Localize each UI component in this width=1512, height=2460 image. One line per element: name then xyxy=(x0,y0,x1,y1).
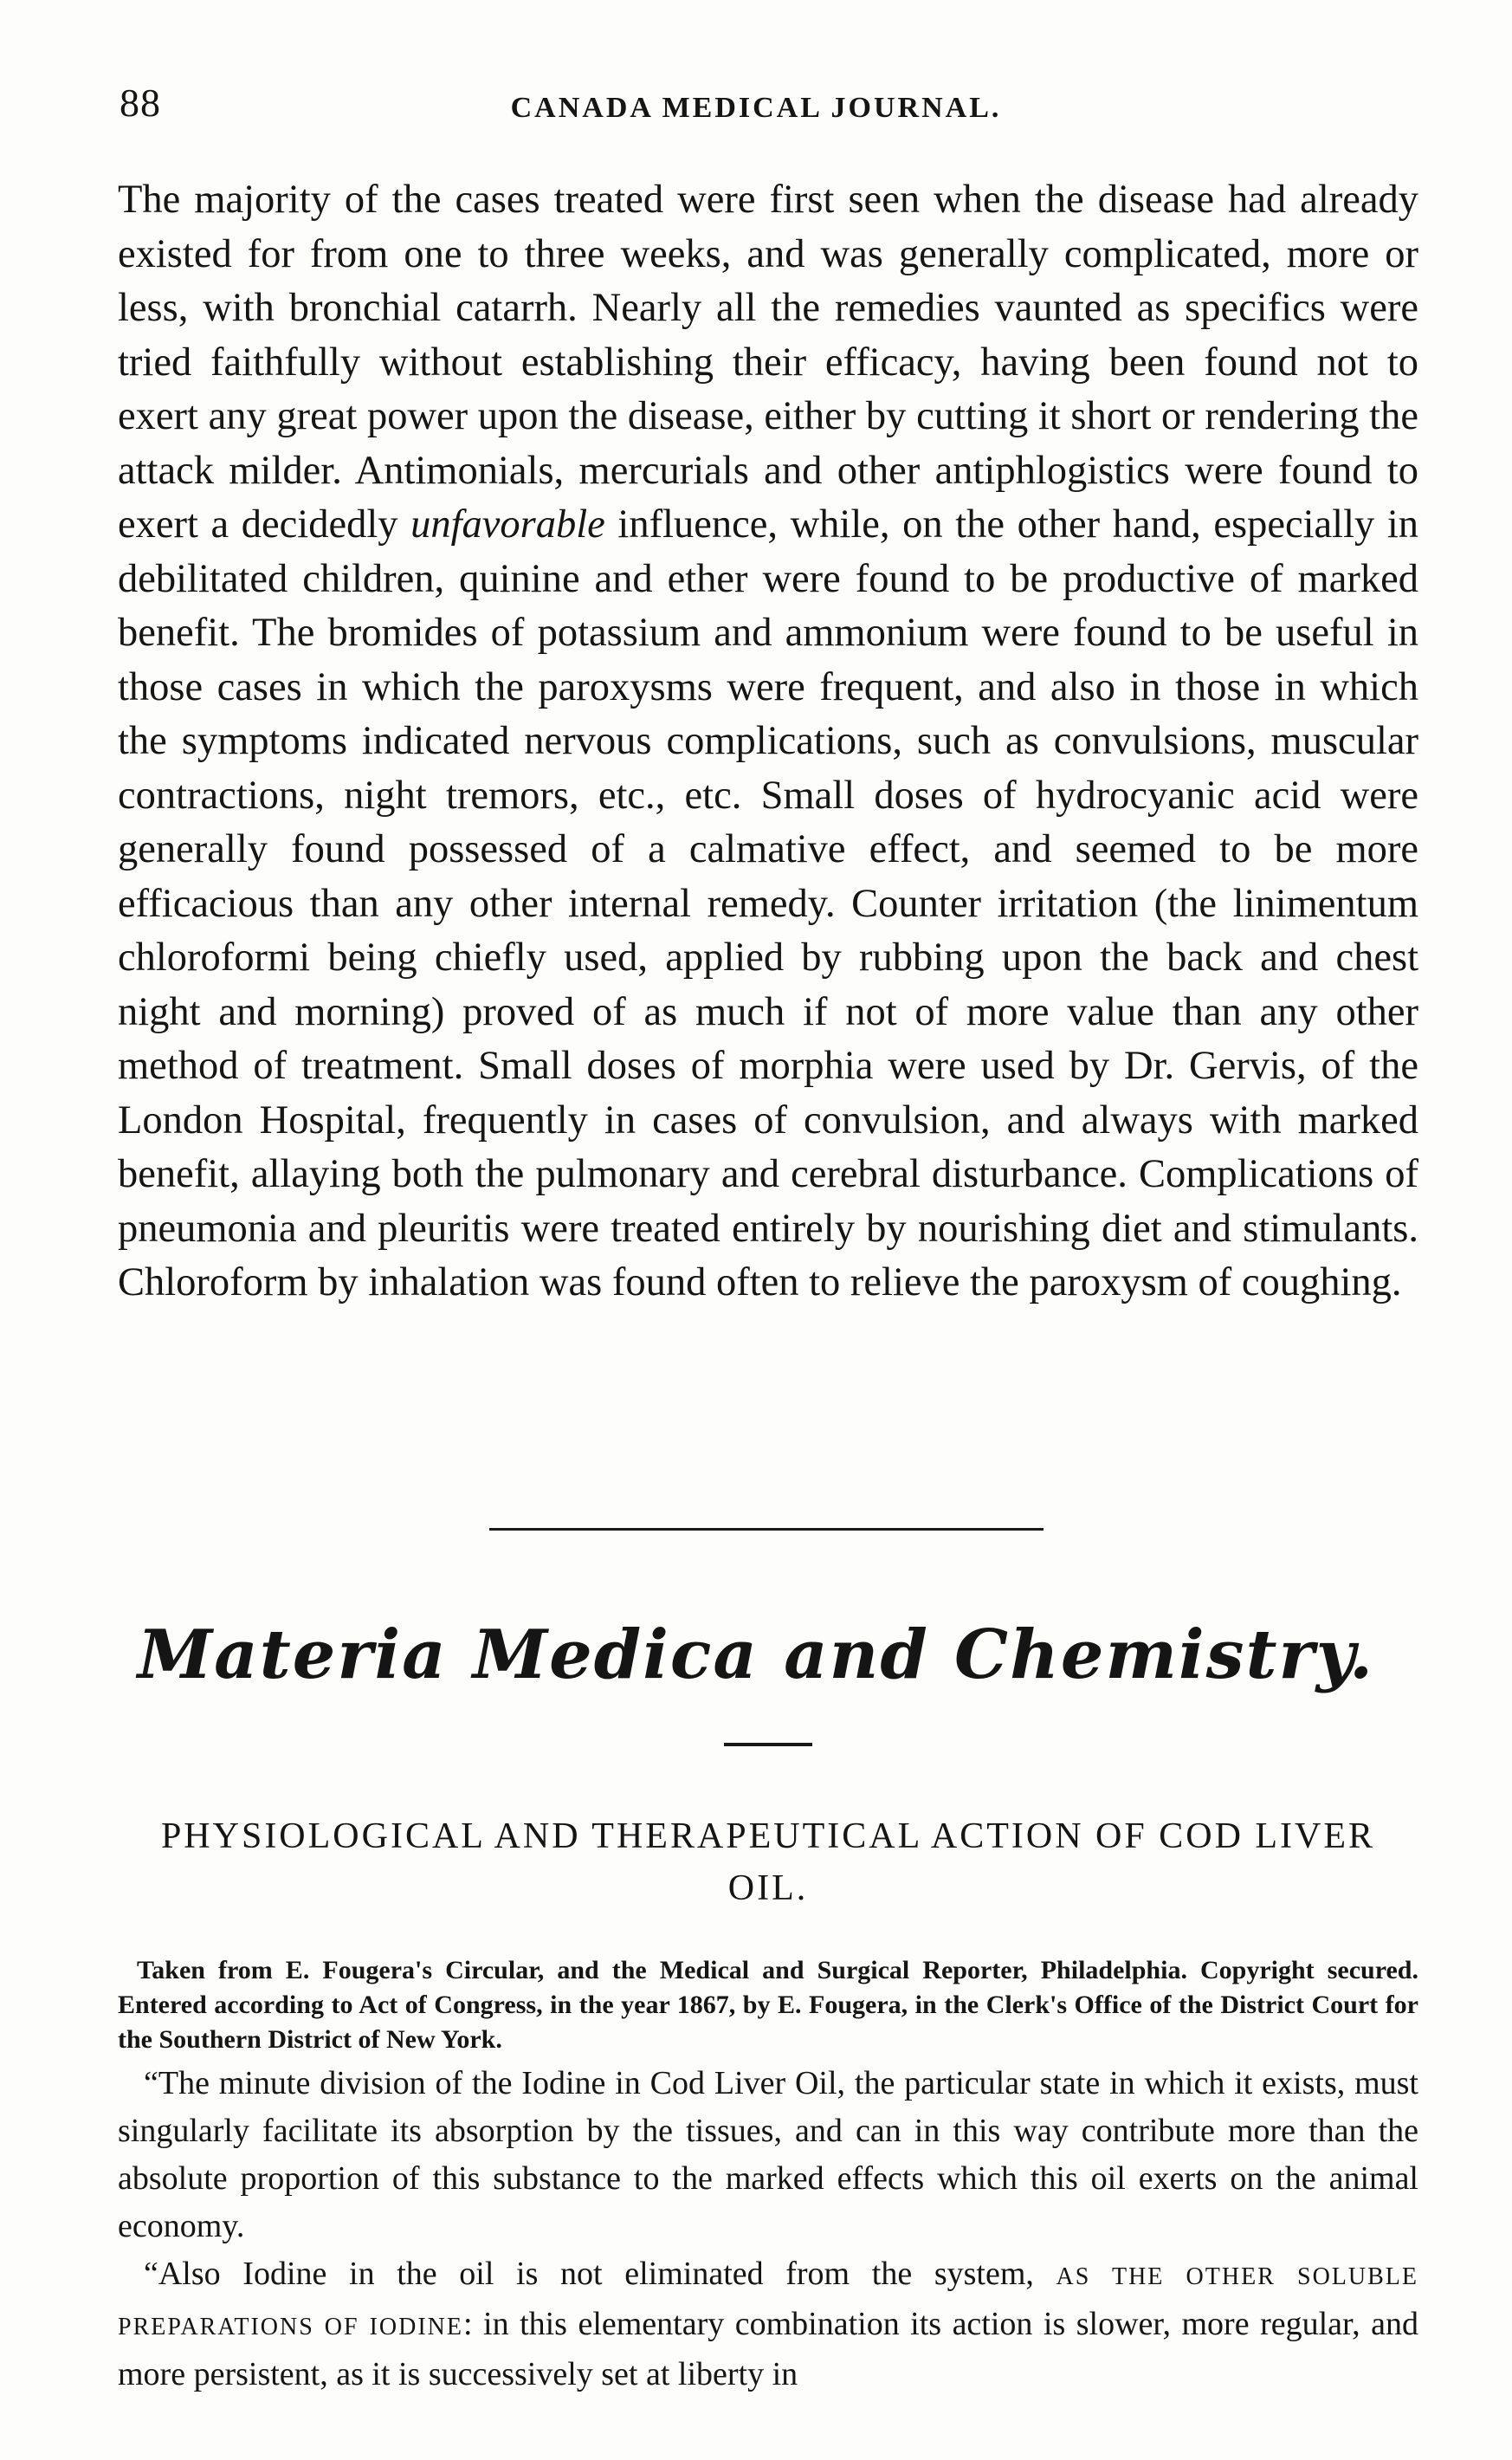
body-text xyxy=(118,173,1418,1311)
source-note xyxy=(118,1953,1418,2057)
section-divider-rule xyxy=(489,1528,1044,1531)
quote-2-end: : in this elementary combination its action is slower, more regular, and more persistent, as it is successively set at liberty in xyxy=(118,2306,1418,2392)
quote-2-small-caps: AS THE OTHER SOLUBLE PREPARATIONS OF IODINE xyxy=(118,2263,1419,2340)
paragraph-part-1: The majority of the cases treated were first seen when the disease had already existed for from one to three weeks, and was generally complicated, more or less, with bronchial catarrh. Nearly all the remedies vaunted as specifics were tried faithfully without establishing their efficacy, having been found not to exert any great power upon the disease, either by cutting it short or rendering the attack milder. Antimonials, mercurials and other antiphlogistics were found to exert a decidedly xyxy=(118,178,1418,547)
page-header xyxy=(0,80,1512,132)
running-head: CANADA MEDICAL JOURNAL. xyxy=(510,92,1002,124)
quote-paragraph-1: “The minute division of the Iodine in Cod Liver Oil, the particular state in which it exists, must singularly facilitate its absorption by the tissues, and can in this way contribute more than the absolute proportion of this substance to the marked effects which this oil exerts on the animal economy. xyxy=(118,2065,1418,2244)
quote-paragraph-2 xyxy=(118,2250,1418,2398)
quote-2-start: “Also Iodine in the oil is not eliminated from the system, xyxy=(144,2256,1034,2292)
page-number: 88 xyxy=(120,81,161,125)
article-title: PHYSIOLOGICAL AND THERAPEUTICAL ACTION OF COD LIVER OIL. xyxy=(160,1816,1376,1908)
article-quotes xyxy=(118,2060,1418,2398)
heading-short-rule xyxy=(724,1743,812,1746)
paragraph-treatment xyxy=(118,173,1418,1311)
emphasis-unfavorable: unfavorable xyxy=(410,502,605,547)
source-note-text: Taken from E. Fougera's Circular, and the Medical and Surgical Reporter, Philadelphia. Copyright secured. Entered according to Act of Congress, in the year 1867, by E. Fougera, in the Clerk's Office of the District Court for the Southern District of New York. xyxy=(118,1956,1418,2054)
paragraph-part-2: influence, while, on the other hand, especially in debilitated children, quinine and ether were found to be productive of marked benefit. The bromides of potassium and ammonium were found to be useful in those cases in which the paroxysms were frequent, and also in those in which the symptoms indicated nervous complications, such as convulsions, muscular contractions, night tremors, etc., etc. Small doses of hydrocyanic acid were generally found possessed of a calmative effect, and seemed to be more efficacious than any other internal remedy. Counter irritation (the linimentum chloroformi being chiefly used, applied by rubbing upon the back and chest night and morning) proved of as much if not of more value than any other method of treatment. Small doses of morphia were used by Dr. Gervis, of the London Hospital, frequently in cases of convulsion, and always with marked benefit, allaying both the pulmonary and cerebral disturbance. Complications of pneumonia and pleuritis were treated entirely by nourishing diet and stimulants. Chloroform by inhalation was found often to relieve the paroxysm of coughing. xyxy=(118,502,1418,1304)
section-heading: Materia Medica and Chemistry. xyxy=(137,1615,1375,1694)
